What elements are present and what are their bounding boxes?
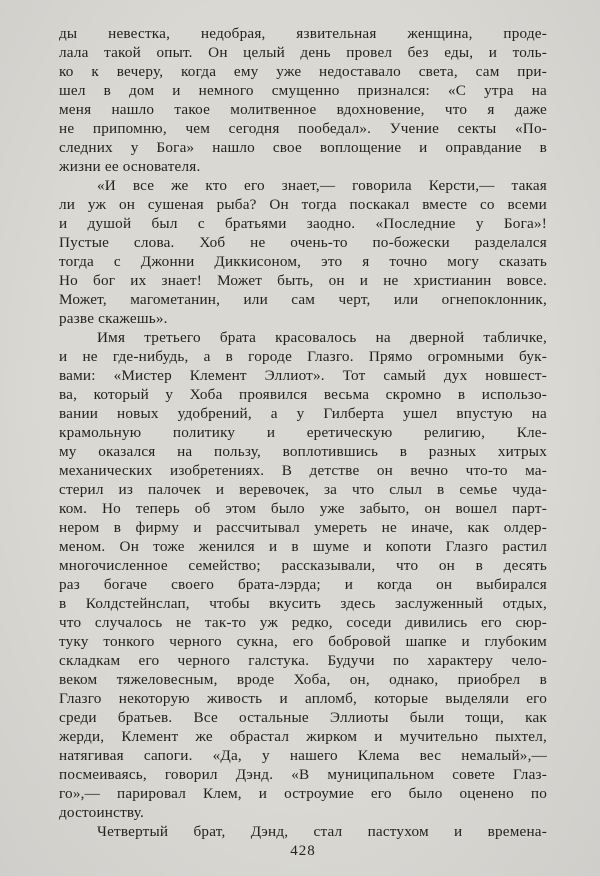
text-line: веком тяжеловесным, вроде Хоба, он, однако, приобрел в [59, 671, 547, 688]
text-line: ко к вечеру, когда ему уже недоставало света, сам при- [59, 63, 547, 80]
text-line: в Колдстейнслап, чтобы вкусить здесь заслуженный отдых, [59, 595, 547, 612]
text-line: му оказался на пользу, воплотившись в разных хитрых [59, 443, 547, 460]
text-line: нером в фирму и рассчитывал умереть не иначе, как олдер- [59, 519, 547, 536]
text-line: разве скажешь». [59, 310, 168, 327]
text-line: раз богаче своего брата-лэрда; и когда он выбирался [59, 576, 547, 593]
text-line: ва, который у Хоба проявился весьма скромно в использо- [59, 386, 547, 403]
text-line: достоинству. [59, 804, 145, 821]
text-line: жизни ее основателя. [59, 158, 201, 175]
text-line: Пустые слова. Хоб не очень-то по-божески разделался [59, 234, 547, 251]
text-line: вании новых удобрений, а у Гилберта ушел впустую на [59, 405, 547, 422]
text-line: натягивая сапоги. «Да, у нашего Клема вес немалый»,— [59, 747, 547, 764]
text-line: многочисленное семейство; рассказывали, что он в десять [59, 557, 547, 574]
text-line: тогда с Джонни Диккисоном, это я точно могу сказать [59, 253, 547, 270]
text-line: лала такой опыт. Он целый день провел без еды, и толь- [59, 44, 547, 61]
text-line: Глазго некоторую живость и апломб, которые выделяли его [59, 690, 547, 707]
text-line: меня нашло такое молитвенное вдохновение, что я даже [59, 101, 547, 118]
text-line: стерил из палочек и веревочек, за что слыл в семье чуда- [59, 481, 547, 498]
text-line: следних у Бога» нашло свое воплощение и оправдание в [59, 139, 547, 156]
text-line: шел в дом и немного смущенно признался: «С утра на [59, 82, 547, 99]
page-number: 428 [290, 843, 316, 859]
text-line: и не где-нибудь, а в городе Глазго. Прямо огромными бук- [59, 348, 547, 365]
paragraph-kersti-quote [59, 176, 547, 328]
text-line: крамольную политику и еретическую религию, Кле- [59, 424, 547, 441]
text-line: механических изобретениях. В детстве он вечно что-то ма- [59, 462, 547, 479]
text-line: ком. Но теперь об этом было уже забыто, он вошел парт- [59, 500, 547, 517]
text-line: Имя третьего брата красовалось на дверной табличке, [97, 329, 547, 346]
text-line: Может, магометанин, или сам черт, или огнепоклонник, [59, 291, 547, 308]
text-line: ды невестка, недобрая, язвительная женщина, проде- [59, 25, 547, 42]
text-line: вами: «Мистер Клемент Эллиот». Тот самый дух новшест- [59, 367, 547, 384]
text-line: Четвертый брат, Дэнд, стал пастухом и времена- [97, 823, 547, 840]
text-line: Но бог их знает! Может быть, он и не христианин вовсе. [59, 272, 547, 289]
paragraph-dand [59, 822, 547, 841]
text-line: и душой был с братьями заодно. «Последние у Бога»! [59, 215, 547, 232]
text-line: го»,— парировал Клем, и остроумие его было оценено по [59, 785, 547, 802]
text-line: не припомню, чем сегодня пообедал». Учение секты «По- [59, 120, 547, 137]
text-line: жерди, Клемент же обрастал жирком и мучительно пыхтел, [59, 728, 547, 745]
text-line: «И все же кто его знает,— говорила Керсти,— такая [97, 177, 547, 194]
text-line: посмеиваясь, говорил Дэнд. «В муниципальном совете Глаз- [59, 766, 547, 783]
paragraph-continuation [59, 24, 547, 176]
text-line: складкам его черного галстука. Будучи по характеру чело- [59, 652, 547, 669]
text-line: ли уж он сушеная рыба? Он тогда поскакал вместе со всеми [59, 196, 547, 213]
paragraph-clement [59, 328, 547, 822]
text-line: среди братьев. Все остальные Эллиоты были тощи, как [59, 709, 547, 726]
text-line: что случалось не так-то уж редко, соседи дивились его сюр- [59, 614, 547, 631]
text-line: туку тонкого черного сукна, его бобровой шапке и глубоким [59, 633, 547, 650]
text-line: меном. Он тоже женился и в шуме и копоти Глазго растил [59, 538, 547, 555]
